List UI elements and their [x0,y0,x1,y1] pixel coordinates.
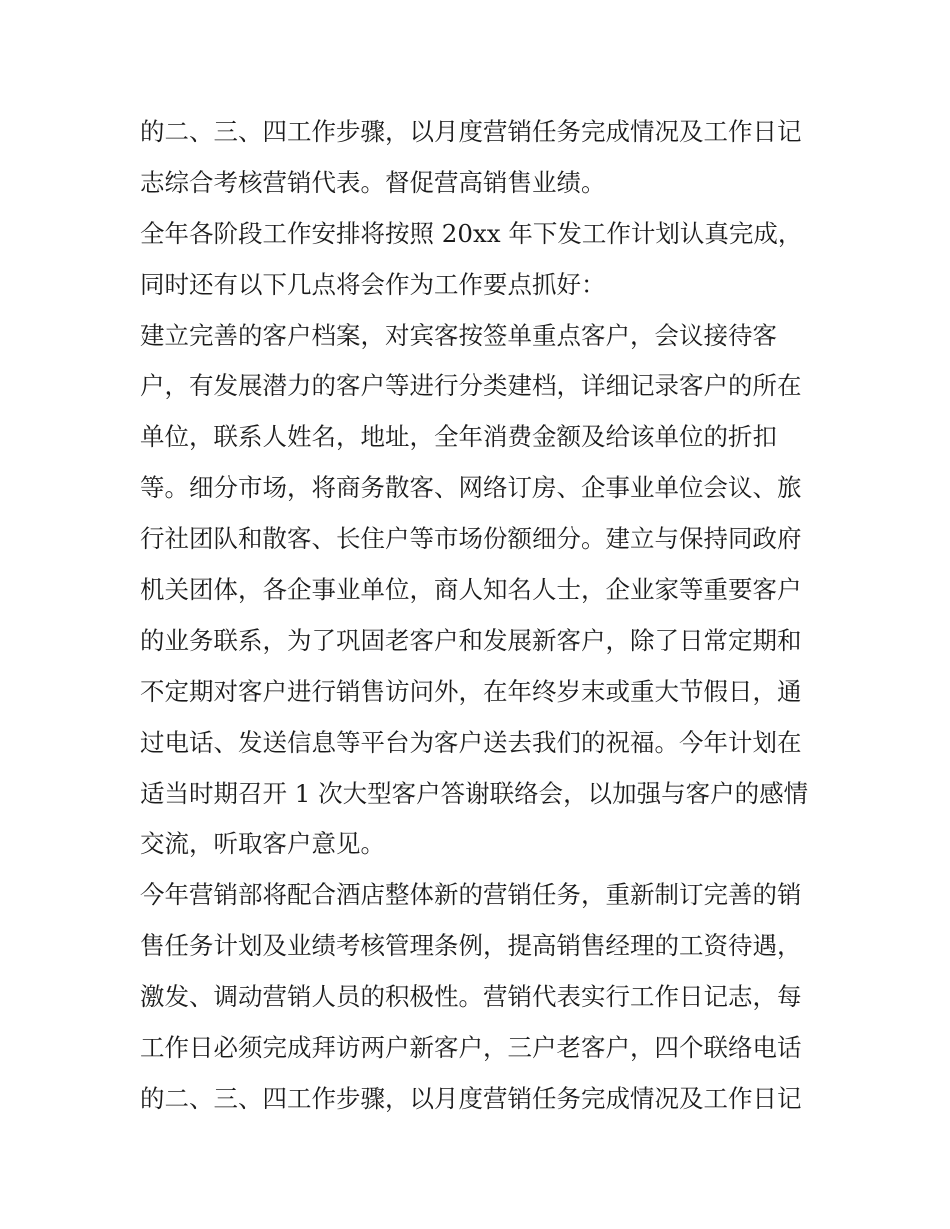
text-line: 建立完善的客户档案，对宾客按签单重点客户，会议接待客 [140,320,777,350]
text-line: 的业务联系，为了巩固老客户和发展新客户，除了日常定期和 [140,625,802,655]
text-line: 全年各阶段工作安排将按照 20xx 年下发工作计划认真完成， [140,218,803,248]
text-line: 今年营销部将配合酒店整体新的营销任务，重新制订完善的销 [140,880,802,910]
text-line: 过电话、发送信息等平台为客户送去我们的祝福。今年计划在 [140,727,802,757]
text-line: 等。细分市场，将商务散客、网络订房、企事业单位会议、旅 [140,473,802,503]
text-line: 机关团体，各企事业单位，商人知名人士，企业家等重要客户 [140,575,802,605]
text-line: 适当时期召开 1 次大型客户答谢联络会，以加强与客户的感情 [140,778,809,808]
text-line: 交流，听取客户意见。 [140,829,385,859]
text-line: 的二、三、四工作步骤，以月度营销任务完成情况及工作日记 [140,1083,802,1113]
text-line: 激发、调动营销人员的积极性。营销代表实行工作日记志，每 [140,982,802,1012]
text-line: 同时还有以下几点将会作为工作要点抓好： [140,269,606,299]
document-body [140,107,820,1125]
text-line: 不定期对客户进行销售访问外，在年终岁末或重大节假日，通 [140,676,802,706]
text-line: 户，有发展潜力的客户等进行分类建档，详细记录客户的所在 [140,371,802,401]
text-line: 行社团队和散客、长住户等市场份额细分。建立与保持同政府 [140,524,802,554]
text-line: 单位，联系人姓名，地址，全年消费金额及给该单位的折扣 [140,422,777,452]
text-line: 的二、三、四工作步骤，以月度营销任务完成情况及工作日记 [140,117,802,146]
text-line: 工作日必须完成拜访两户新客户，三户老客户，四个联络电话 [140,1033,802,1063]
text-line: 志综合考核营销代表。督促营高销售业绩。 [140,167,606,197]
text-line: 售任务计划及业绩考核管理条例，提高销售经理的工资待遇， [140,931,802,961]
